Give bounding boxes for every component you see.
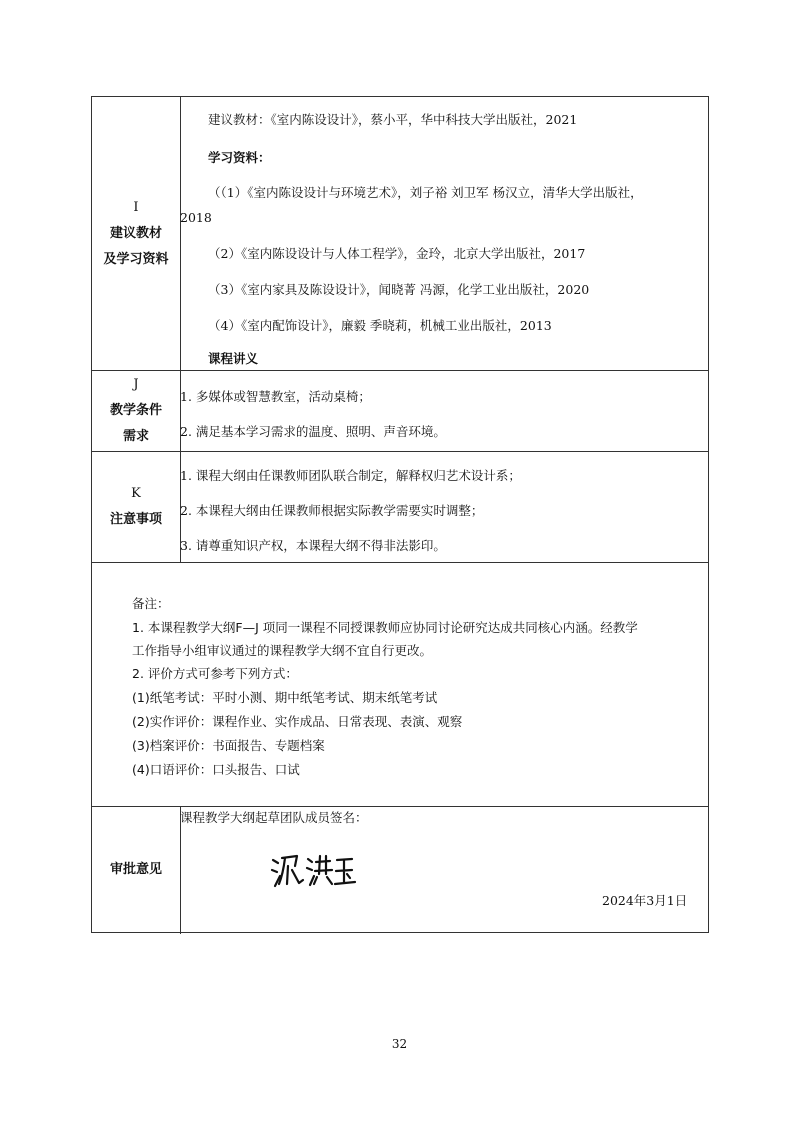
remarks-line: (4)口语评价：口头报告、口试 bbox=[132, 762, 300, 777]
condition-item: 1. 多媒体或智慧教室，活动桌椅； bbox=[180, 389, 371, 404]
reference-3: （3）《室内家具及陈设设计》，闻晓菁 冯源，化学工业出版社，2020 bbox=[208, 282, 590, 297]
row-divider bbox=[92, 806, 708, 807]
handwritten-signature bbox=[270, 850, 360, 890]
approval-title: 审批意见 bbox=[109, 862, 162, 877]
materials-label bbox=[92, 97, 180, 370]
condition-item: 2. 满足基本学习需求的温度、照明、声音环境。 bbox=[180, 424, 446, 439]
materials-title-line2: 及学习资料 bbox=[103, 251, 169, 267]
remarks-line: (3)档案评价：书面报告、专题档案 bbox=[132, 738, 325, 753]
reference-1-line2: 2018 bbox=[180, 210, 212, 225]
notice-item: 2. 本课程大纲由任课教师根据实际教学需要实时调整； bbox=[180, 503, 484, 518]
approval-label bbox=[92, 806, 180, 934]
remarks-line: 1. 本课程教学大纲F—J 项同一课程不同授课教师应协同讨论研究达成共同核心内涵。经教学 bbox=[132, 620, 638, 635]
notices-label bbox=[92, 451, 180, 562]
textbook-line: 建议教材：《室内陈设设计》，蔡小平，华中科技大学出版社，2021 bbox=[208, 112, 578, 127]
remarks-line: 2. 评价方式可参考下列方式： bbox=[132, 666, 298, 681]
materials-title-line1: 建议教材 bbox=[109, 225, 162, 241]
remarks-line: 工作指导小组审议通过的课程教学大纲不宜自行更改。 bbox=[132, 643, 433, 658]
conditions-title-line1: 教学条件 bbox=[109, 402, 162, 418]
remarks-line: (1)纸笔考试：平时小测、期中纸笔考试、期末纸笔考试 bbox=[132, 690, 438, 705]
remarks-line: (2)实作评价：课程作业、实作成品、日常表现、表演、观察 bbox=[132, 714, 463, 729]
page-number: 32 bbox=[391, 1037, 408, 1051]
reference-2: （2）《室内陈设设计与人体工程学》，金玲，北京大学出版社，2017 bbox=[208, 246, 586, 261]
notices-title: 注意事项 bbox=[109, 511, 162, 527]
reference-1-line1: （（1）《室内陈设设计与环境艺术》，刘子裕 刘卫军 杨汉立，清华大学出版社， bbox=[208, 185, 643, 200]
notice-item: 3. 请尊重知识产权，本课程大纲不得非法影印。 bbox=[180, 538, 446, 553]
row-divider bbox=[92, 562, 708, 563]
syllabus-table bbox=[91, 96, 709, 933]
column-divider bbox=[180, 97, 181, 562]
notice-item: 1. 课程大纲由任课教师团队联合制定，解释权归艺术设计系； bbox=[180, 468, 521, 483]
reference-4: （4）《室内配饰设计》，廉毅 季晓莉，机械工业出版社，2013 bbox=[208, 318, 552, 333]
conditions-title-line2: 需求 bbox=[122, 428, 149, 444]
signers-label: 课程教学大纲起草团队成员签名： bbox=[180, 810, 368, 825]
remarks-heading: 备注： bbox=[132, 596, 170, 611]
study-heading: 学习资料： bbox=[208, 150, 271, 165]
notices-letter: K bbox=[131, 485, 141, 501]
lecture-notes: 课程讲义 bbox=[208, 351, 259, 366]
conditions-label bbox=[92, 370, 180, 451]
row-divider bbox=[92, 451, 708, 452]
row-divider bbox=[92, 370, 708, 371]
conditions-letter: J bbox=[133, 376, 139, 392]
materials-letter: I bbox=[133, 199, 139, 215]
approval-date: 2024年3月1日 bbox=[602, 893, 688, 908]
